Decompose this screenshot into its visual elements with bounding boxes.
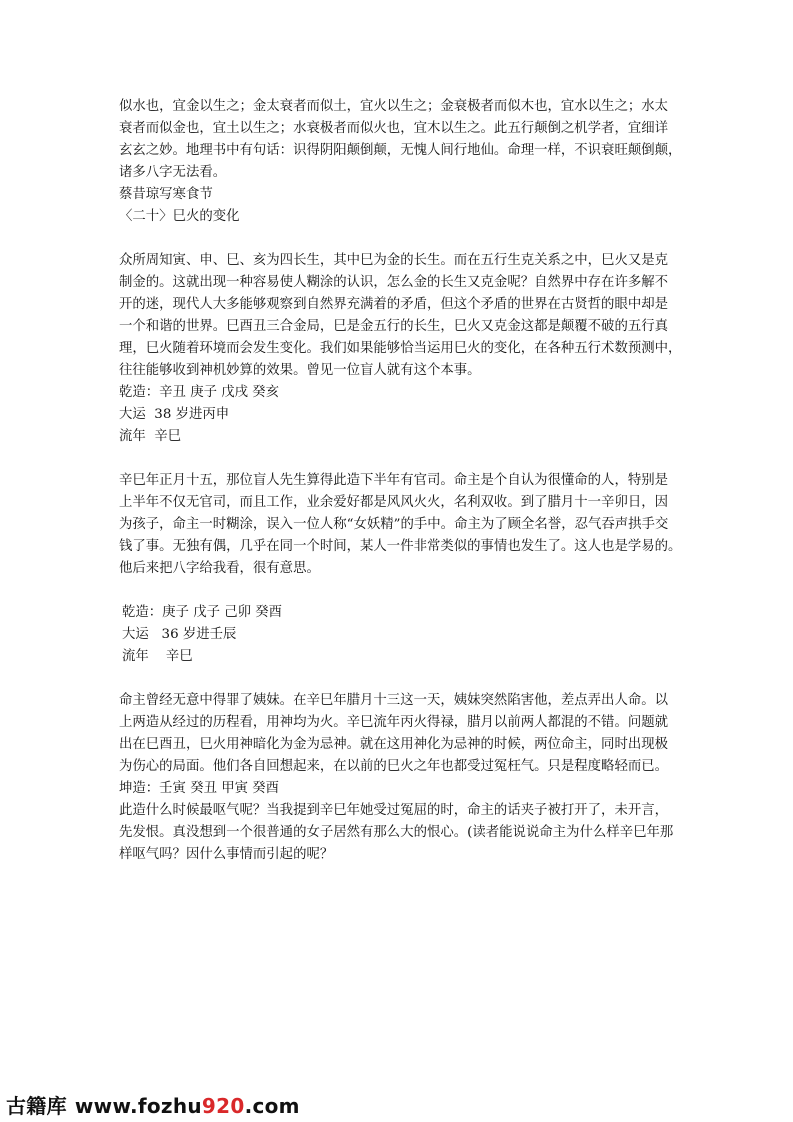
text-line: 一个和谐的世界。巳酉丑三合金局，巳是金五行的长生，巳火又克金这都是颠覆不破的五行真 — [119, 319, 669, 334]
text-line: 理，巳火随着环境而会发生变化。我们如果能够恰当运用巳火的变化，在各种五行术数预测中， — [119, 341, 682, 356]
paragraph-blind-master — [119, 470, 682, 580]
text-line: 众所周知寅、申、巳、亥为四长生，其中巳为金的长生。而在五行生克关系之中，巳火又是克 — [119, 253, 669, 268]
text-line: 似水也，宜金以生之；金太衰者而似土，宜火以生之；金衰极者而似木也，宜水以生之；水太 — [119, 99, 669, 114]
text-line: 辛巳年正月十五，那位盲人先生算得此造下半年有官司。命主是个自认为很懂命的人，特别是 — [119, 473, 669, 488]
text-line: 往往能够收到神机妙算的效果。曾见一位盲人就有这个本事。 — [119, 363, 481, 378]
text-line: 衰者而似金也，宜土以生之；水衰极者而似火也，宜木以生之。此五行颠倒之机学者，宜细详 — [119, 121, 669, 136]
brand-name: 古籍库 — [6, 1094, 67, 1118]
text-line: 开的迷，现代人大多能够观察到自然界充满着的矛盾，但这个矛盾的世界在古贤哲的眼中却是 — [119, 297, 669, 312]
text-line: 样呕气吗？因什么事情而引起的呢？ — [119, 847, 334, 862]
paragraph-gap — [119, 228, 679, 250]
text-line: 出在巳酉丑，巳火用神暗化为金为忌神。就在这用神化为忌神的时候，两位命主，同时出现极 — [119, 737, 669, 752]
birth-chart-2 — [119, 602, 679, 668]
paragraph-sister-in-law — [119, 690, 679, 778]
url-number: 920 — [201, 1094, 245, 1118]
url-suffix: .com — [244, 1094, 300, 1118]
site-watermark — [6, 1090, 300, 1119]
chart-line: 大运 38 岁进丙申 — [119, 407, 230, 422]
section-title: 〈二十〉巳火的变化 — [119, 209, 240, 224]
paragraph-gap — [119, 668, 679, 690]
text-line: 为伤心的局面。他们各自回想起来，在以前的巳火之年也都受过冤枉气。只是程度略轻而已。 — [119, 759, 669, 774]
paragraph-changsheng — [119, 250, 682, 382]
text-line: 玄玄之妙。地理书中有句话：识得阴阳颠倒颠，无愧人间行地仙。命理一样，不识衰旺颠倒颠， — [119, 143, 682, 158]
chart-line: 乾造：辛丑 庚子 戊戌 癸亥 — [119, 385, 280, 400]
birth-chart-3: 坤造：壬寅 癸丑 甲寅 癸酉 — [119, 781, 280, 796]
chart-line: 流年 辛巳 — [122, 649, 193, 664]
text-line: 制金的。这就出现一种容易使人糊涂的认识，怎么金的长生又克金呢？自然界中存在许多解不 — [119, 275, 669, 290]
text-line: 他后来把八字给我看，很有意思。 — [119, 561, 320, 576]
paragraph-question — [119, 800, 679, 866]
birth-chart-1 — [119, 382, 679, 448]
document-body — [119, 96, 682, 866]
source-line: 蔡昔琼写寒食节 — [119, 187, 213, 202]
paragraph-gap — [119, 580, 679, 602]
url-prefix: www.fozhu — [74, 1094, 202, 1118]
text-line: 上半年不仅无官司，而且工作，业余爱好都是风风火火，名利双收。到了腊月十一辛卯日，因 — [119, 495, 669, 510]
text-line: 此造什么时候最呕气呢？当我提到辛巳年她受过冤屈的时，命主的话夹子被打开了，未开言， — [119, 803, 669, 818]
paragraph-intro — [119, 96, 682, 184]
chart-line: 流年 辛巳 — [119, 429, 182, 444]
text-line: 诸多八字无法看。 — [119, 165, 227, 180]
text-line: 为孩子，命主一时糊涂，误入一位人称“女妖精”的手中。命主为了顾全名誉，忍气吞声拱手交 — [119, 517, 669, 532]
chart-line: 乾造：庚子 戊子 己卯 癸酉 — [122, 605, 283, 620]
text-line: 上两造从经过的历程看，用神均为火。辛巳流年丙火得禄，腊月以前两人都混的不错。问题就 — [119, 715, 669, 730]
chart-line: 大运 36 岁进壬辰 — [122, 627, 237, 642]
text-line: 命主曾经无意中得罪了姨妹。在辛巳年腊月十三这一天，姨妹突然陷害他，差点弄出人命。以 — [119, 693, 669, 708]
text-line: 先发恨。真没想到一个很普通的女子居然有那么大的恨心。(读者能说说命主为什么样辛巳年那 — [119, 825, 674, 840]
paragraph-gap — [119, 448, 679, 470]
text-line: 钱了事。无独有偶，几乎在同一个时间，某人一件非常类似的事情也发生了。这人也是学易的。 — [119, 539, 682, 554]
